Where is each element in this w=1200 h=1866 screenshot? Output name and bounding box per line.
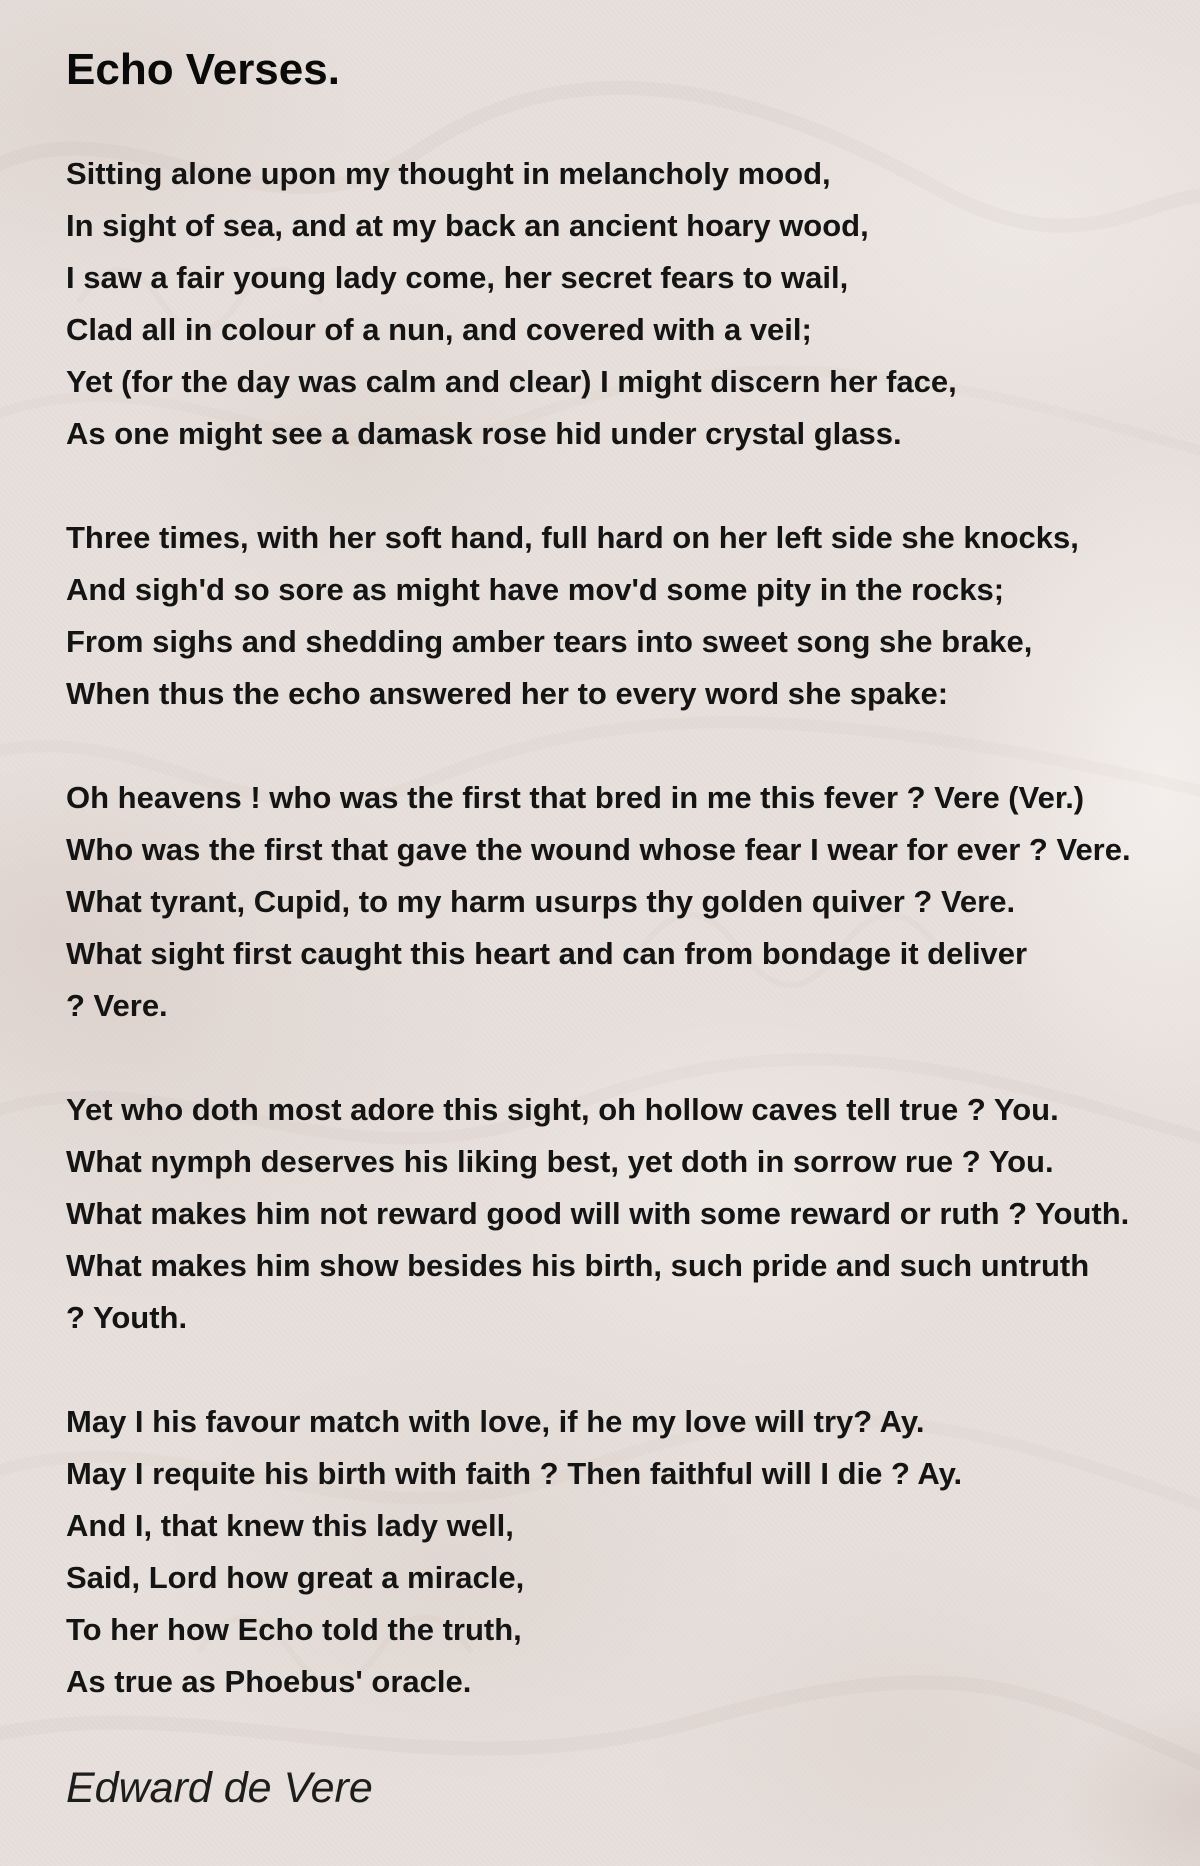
poem-line: What sight first caught this heart and can from bondage it deliver bbox=[66, 936, 1028, 971]
poem-line: What makes him not reward good will with some reward or ruth ? Youth. bbox=[66, 1196, 1130, 1231]
stanza-2 bbox=[66, 512, 1190, 720]
poem-line: Yet (for the day was calm and clear) I might discern her face, bbox=[66, 364, 957, 399]
poem-line: What tyrant, Cupid, to my harm usurps thy golden quiver ? Vere. bbox=[66, 884, 1016, 919]
poem-line: And sigh'd so sore as might have mov'd some pity in the rocks; bbox=[66, 572, 1005, 607]
stanza-4 bbox=[66, 1084, 1190, 1344]
stanza-1 bbox=[66, 148, 1190, 460]
poem-line: ? Youth. bbox=[66, 1300, 188, 1335]
poem-line: When thus the echo answered her to every word she spake: bbox=[66, 676, 949, 711]
poem-line: Sitting alone upon my thought in melancholy mood, bbox=[66, 156, 831, 191]
poem-line: To her how Echo told the truth, bbox=[66, 1612, 522, 1647]
poem-title: Echo Verses. bbox=[66, 45, 340, 94]
poem-line: Who was the first that gave the wound whose fear I wear for ever ? Vere. bbox=[66, 832, 1131, 867]
poem-line: May I requite his birth with faith ? Then faithful will I die ? Ay. bbox=[66, 1456, 963, 1491]
poem-body bbox=[66, 148, 1190, 1708]
stanza-3 bbox=[66, 772, 1190, 1032]
poem-line: ? Vere. bbox=[66, 988, 168, 1023]
poem-line: As one might see a damask rose hid under crystal glass. bbox=[66, 416, 902, 451]
poem-line: What makes him show besides his birth, such pride and such untruth bbox=[66, 1248, 1090, 1283]
poem-line: Three times, with her soft hand, full hard on her left side she knocks, bbox=[66, 520, 1079, 555]
poem-line: May I his favour match with love, if he my love will try? Ay. bbox=[66, 1404, 925, 1439]
poem-line: Yet who doth most adore this sight, oh hollow caves tell true ? You. bbox=[66, 1092, 1059, 1127]
poem-line: As true as Phoebus' oracle. bbox=[66, 1664, 472, 1699]
poem-line: Said, Lord how great a miracle, bbox=[66, 1560, 525, 1595]
poem-line: I saw a fair young lady come, her secret fears to wail, bbox=[66, 260, 849, 295]
poem-line: What nymph deserves his liking best, yet doth in sorrow rue ? You. bbox=[66, 1144, 1054, 1179]
poem-line: In sight of sea, and at my back an ancient hoary wood, bbox=[66, 208, 869, 243]
poem-line: And I, that knew this lady well, bbox=[66, 1508, 514, 1543]
author-signature: Edward de Vere bbox=[66, 1764, 373, 1812]
poem-line: Oh heavens ! who was the first that bred in me this fever ? Vere (Ver.) bbox=[66, 780, 1085, 815]
poem-line: From sighs and shedding amber tears into sweet song she brake, bbox=[66, 624, 1033, 659]
stanza-5 bbox=[66, 1396, 1190, 1708]
poem-line: Clad all in colour of a nun, and covered with a veil; bbox=[66, 312, 812, 347]
